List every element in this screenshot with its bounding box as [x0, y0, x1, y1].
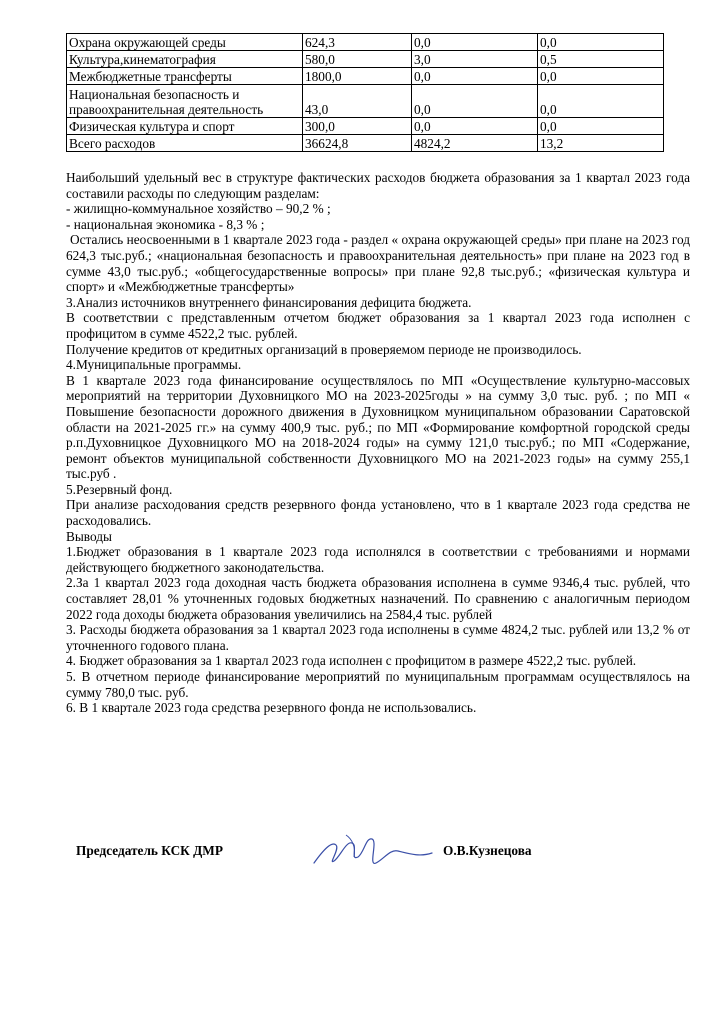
- table-cell: Национальная безопасность и правоохранительная деятельность: [67, 85, 303, 118]
- table-cell: 0,0: [412, 85, 538, 118]
- table-cell: 0,5: [538, 51, 664, 68]
- section-heading: 3.Анализ источников внутреннего финансирования дефицита бюджета.: [66, 294, 472, 310]
- table-cell: Всего расходов: [67, 135, 303, 152]
- table-cell: 624,3: [303, 34, 412, 51]
- table-cell: 36624,8: [303, 135, 412, 152]
- budget-table: [66, 33, 664, 152]
- table-row: [67, 68, 664, 85]
- table-cell: 0,0: [538, 118, 664, 135]
- section-heading: 5.Резервный фонд.: [66, 481, 173, 497]
- table-cell: Культура,кинематография: [67, 51, 303, 68]
- paragraph: Наибольший удельный вес в структуре фактических расходов бюджета образования за 1 квартал 2023 года составили расходы по следующим разделам:: [66, 170, 690, 201]
- table-row: [67, 135, 664, 152]
- signatory-name: О.В.Кузнецова: [443, 843, 532, 858]
- table-cell: 3,0: [412, 51, 538, 68]
- table-row: [67, 118, 664, 135]
- paragraph: 4. Бюджет образования за 1 квартал 2023 года исполнен с профицитом в размере 4522,2 тыс. рублей.: [66, 653, 637, 669]
- table-cell: 580,0: [303, 51, 412, 68]
- table-cell: 43,0: [303, 85, 412, 118]
- table-cell: 0,0: [538, 68, 664, 85]
- paragraph: - жилищно-коммунальное хозяйство – 90,2 % ;: [66, 201, 331, 217]
- table-cell: Межбюджетные трансферты: [67, 68, 303, 85]
- paragraph: В 1 квартале 2023 года финансирование осуществлялось по МП «Осуществление культурно-массовых мероприятий на территории Духовницкого МО на 2023-2025годы » на сумму 3,0 тыс. руб. ; по МП « Повышение безопасности дорожного движения в Духовницком муниципальном образовании Саратовской области на 2021-2025 гг.» на сумму 400,9 тыс. руб.; по МП «Формирование комфортной городской среды р.п.Духовницкое Духовницкого МО на 2018-2024 годы» на сумму 121,0 тыс.руб.; по МП «Содержание, ремонт объектов муниципальной собственности Духовницкого МО на 2021-2023 годы» на сумму 255,1 тыс.руб .: [66, 372, 690, 482]
- table-cell: 0,0: [538, 34, 664, 51]
- paragraph: - национальная экономика - 8,3 % ;: [66, 216, 265, 232]
- table-cell: 1800,0: [303, 68, 412, 85]
- table-cell: 0,0: [412, 34, 538, 51]
- signatory-title: Председатель КСК ДМР: [76, 843, 223, 858]
- table-cell: 13,2: [538, 135, 664, 152]
- handwritten-signature-image: [306, 827, 436, 877]
- table-cell: 300,0: [303, 118, 412, 135]
- signature-block: [76, 835, 676, 895]
- table-cell: 0,0: [412, 68, 538, 85]
- paragraph: 3. Расходы бюджета образования за 1 квартал 2023 года исполнены в сумме 4824,2 тыс. рублей или 13,2 % от уточненного годового плана.: [66, 622, 690, 653]
- table-row: [67, 85, 664, 118]
- paragraph: При анализе расходования средств резервного фонда установлено, что в 1 квартале 2023 года средства не расходовались.: [66, 497, 690, 529]
- paragraph: 5. В отчетном периоде финансирование мероприятий по муниципальным программам осуществлялось на сумму 780,0 тыс. руб.: [66, 669, 690, 700]
- paragraph: 6. В 1 квартале 2023 года средства резервного фонда не использовались.: [66, 700, 477, 716]
- report-body: [66, 170, 690, 716]
- paragraph: В соответствии с представленным отчетом бюджет образования за 1 квартал 2023 года исполнен с профицитом в сумме 4522,2 тыс. рублей.: [66, 310, 690, 341]
- paragraph: 1.Бюджет образования в 1 квартале 2023 года исполнялся в соответствии с требованиями и нормами действующего бюджетного законодательства.: [66, 544, 690, 575]
- table-row: [67, 34, 664, 51]
- paragraph: 2.За 1 квартал 2023 года доходная часть бюджета образования исполнена в сумме 9346,4 тыс. рублей, что составляет 28,01 % уточненных годовых бюджетных назначений. По сравнению с аналогичным периодом 2022 года доходы бюджета образования увеличились на 2584,4 тыс. рублей: [66, 575, 690, 622]
- table-cell: Физическая культура и спорт: [67, 118, 303, 135]
- table-cell: 0,0: [538, 85, 664, 118]
- paragraph: Получение кредитов от кредитных организаций в проверяемом периоде не производилось.: [66, 341, 582, 357]
- section-heading: Выводы: [66, 528, 112, 544]
- table-cell: 0,0: [412, 118, 538, 135]
- paragraph: Остались неосвоенными в 1 квартале 2023 года - раздел « охрана окружающей среды» при плане на 2023 год 624,3 тыс.руб.; «национальная безопасность и правоохранительная деятельность» при плане на 2023 год в сумме 43,0 тыс.руб.; «общегосударственные вопросы» при плане 92,8 тыс.руб.; «физическая культура и спорт» и «Межбюджетные трансферты»: [66, 232, 690, 295]
- section-heading: 4.Муниципальные программы.: [66, 357, 242, 373]
- table-cell: 4824,2: [412, 135, 538, 152]
- table-cell: Охрана окружающей среды: [67, 34, 303, 51]
- table-row: [67, 51, 664, 68]
